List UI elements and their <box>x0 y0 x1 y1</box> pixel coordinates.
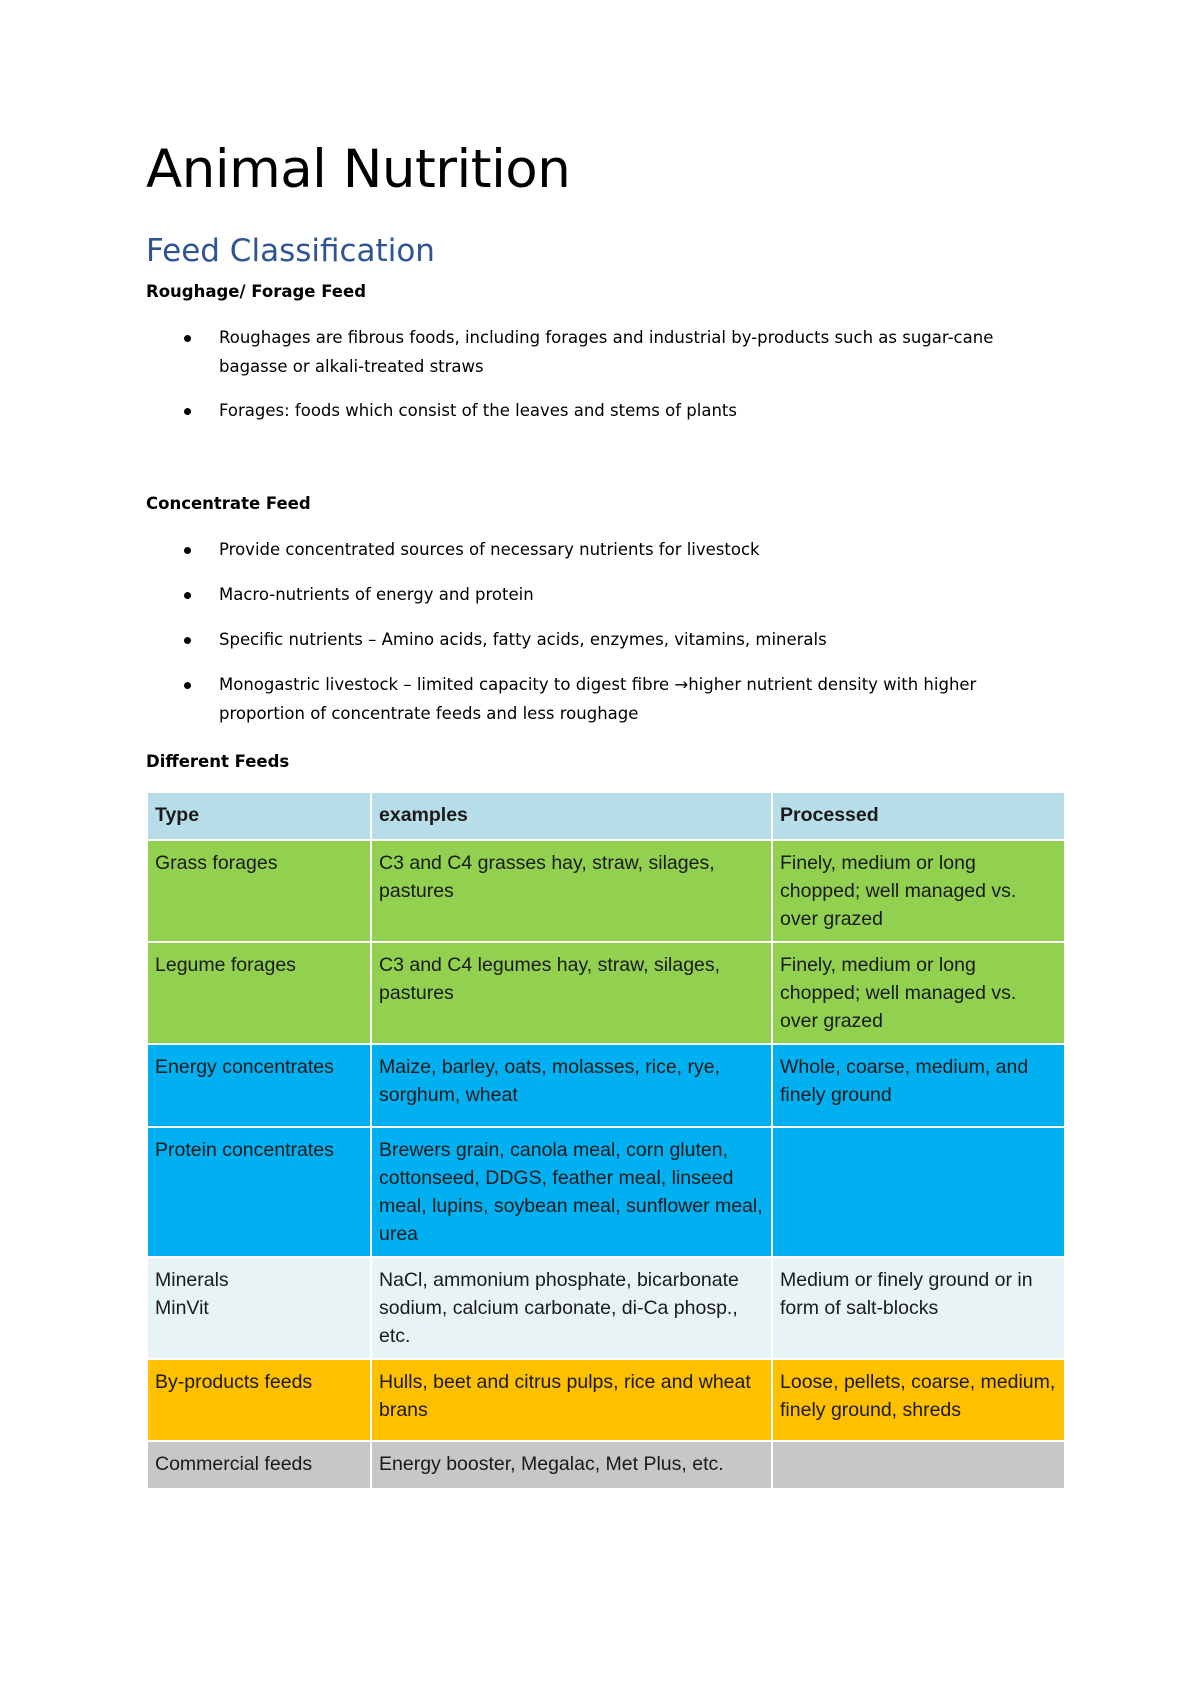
cell-examples: NaCl, ammonium phosphate, bicarbonate sodium, calcium carbonate, di-Ca phosp., etc. <box>371 1257 772 1359</box>
cell-processed: Medium or finely ground or in form of salt-blocks <box>772 1257 1065 1359</box>
table-row <box>147 1359 1065 1441</box>
cell-type: Grass forages <box>147 840 371 942</box>
subheading-concentrate: Concentrate Feed <box>146 494 311 513</box>
cell-processed <box>772 1127 1065 1257</box>
cell-processed: Finely, medium or long chopped; well managed vs. over grazed <box>772 840 1065 942</box>
cell-examples: Hulls, beet and citrus pulps, rice and wheat brans <box>371 1359 772 1441</box>
feeds-table <box>146 791 1066 1490</box>
table-row <box>147 1044 1065 1127</box>
bullet-list-concentrate <box>146 535 1064 728</box>
cell-type-line-1: Minerals <box>155 1269 229 1291</box>
cell-type: Commercial feeds <box>147 1441 371 1489</box>
bullet-icon <box>183 334 192 343</box>
list-item: Provide concentrated sources of necessary nutrients for livestock <box>146 535 1064 564</box>
column-header-examples: examples <box>371 792 772 840</box>
column-header-processed: Processed <box>772 792 1065 840</box>
table-row <box>147 840 1065 942</box>
bullet-icon <box>183 591 192 600</box>
cell-processed: Whole, coarse, medium, and finely ground <box>772 1044 1065 1127</box>
bullet-icon <box>183 546 192 555</box>
cell-processed <box>772 1441 1065 1489</box>
list-item: Macro-nutrients of energy and protein <box>146 580 1064 609</box>
list-item: Roughages are fibrous foods, including forages and industrial by-products such as sugar-cane bagasse or alkali-treated straws <box>146 323 1064 381</box>
cell-examples: C3 and C4 legumes hay, straw, silages, pastures <box>371 942 772 1044</box>
cell-type: By-products feeds <box>147 1359 371 1441</box>
section-heading-feed-classification: Feed Classification <box>146 233 435 269</box>
cell-examples: C3 and C4 grasses hay, straw, silages, pastures <box>371 840 772 942</box>
subheading-different-feeds: Different Feeds <box>146 752 290 771</box>
list-item: Monogastric livestock – limited capacity to digest fibre →higher nutrient density with higher proportion of concentrate feeds and less roughage <box>146 670 1064 728</box>
cell-examples: Energy booster, Megalac, Met Plus, etc. <box>371 1441 772 1489</box>
cell-examples: Brewers grain, canola meal, corn gluten, cottonseed, DDGS, feather meal, linseed meal, lupins, soybean meal, sunflower meal, urea <box>371 1127 772 1257</box>
cell-processed: Loose, pellets, coarse, medium, finely ground, shreds <box>772 1359 1065 1441</box>
column-header-type: Type <box>147 792 371 840</box>
table-row <box>147 942 1065 1044</box>
cell-type: Legume forages <box>147 942 371 1044</box>
table-row <box>147 1441 1065 1489</box>
cell-examples: Maize, barley, oats, molasses, rice, rye, sorghum, wheat <box>371 1044 772 1127</box>
subheading-roughage: Roughage/ Forage Feed <box>146 282 367 301</box>
table-header-row <box>147 792 1065 840</box>
cell-type: Energy concentrates <box>147 1044 371 1127</box>
list-item: Forages: foods which consist of the leaves and stems of plants <box>146 396 1064 425</box>
table-row <box>147 1257 1065 1359</box>
list-item: Specific nutrients – Amino acids, fatty acids, enzymes, vitamins, minerals <box>146 625 1064 654</box>
document-title: Animal Nutrition <box>146 139 571 200</box>
bullet-icon <box>183 681 192 690</box>
cell-type: Protein concentrates <box>147 1127 371 1257</box>
bullet-icon <box>183 407 192 416</box>
bullet-list-roughage <box>146 323 1064 425</box>
cell-processed: Finely, medium or long chopped; well managed vs. over grazed <box>772 942 1065 1044</box>
table-row <box>147 1127 1065 1257</box>
cell-type <box>147 1257 371 1359</box>
bullet-icon <box>183 636 192 645</box>
cell-type-line-2: MinVit <box>155 1297 209 1319</box>
